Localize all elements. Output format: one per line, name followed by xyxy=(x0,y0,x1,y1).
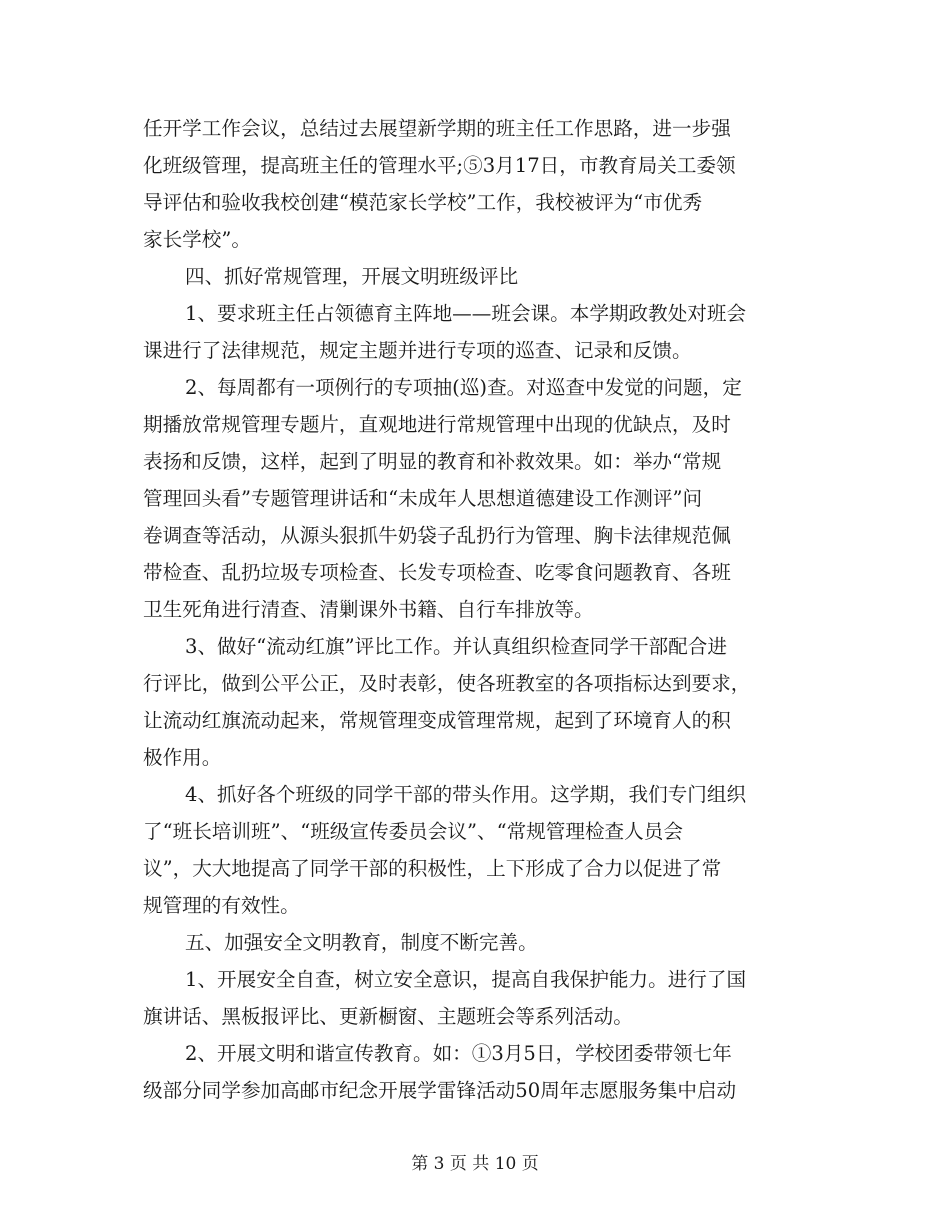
paragraph-first-line: 五、加强安全文明教育，制度不断完善。 xyxy=(185,931,538,954)
paragraph-line: 卷调查等活动，从源头狠抓牛奶袋子乱扔行为管理、胸卡法律规范佩 xyxy=(143,524,731,547)
paragraph-line: 行评比，做到公平公正，及时表彰，使各班教室的各项指标达到要求， xyxy=(143,672,751,695)
paragraph-line: 旗讲话、黑板报评比、更新橱窗、主题班会等系列活动。 xyxy=(143,1005,633,1028)
paragraph-line: 带检查、乱扔垃圾专项检查、长发专项检查、吃零食问题教育、各班 xyxy=(143,561,731,584)
paragraph-line: 卫生死角进行清查、清剿课外书籍、自行车排放等。 xyxy=(143,598,594,621)
paragraph-first-line: 2、每周都有一项例行的专项抽(巡)查。对巡查中发觉的问题，定 xyxy=(185,376,742,399)
paragraph-line: 了“班长培训班”、“班级宣传委员会议”、“常规管理检查人员会 xyxy=(143,820,683,843)
paragraph-line: 管理回头看”专题管理讲话和“未成年人思想道德建设工作测评”问 xyxy=(143,487,703,510)
paragraph-first-line: 4、抓好各个班级的同学干部的带头作用。这学期，我们专门组织 xyxy=(185,783,747,806)
paragraph-line: 议”，大大地提高了同学干部的积极性，上下形成了合力以促进了常 xyxy=(143,857,722,880)
paragraph-first-line: 3、做好“流动红旗”评比工作。并认真组织检查同学干部配合进 xyxy=(185,635,727,658)
paragraph-line: 让流动红旗流动起来，常规管理变成管理常规，起到了环境育人的积 xyxy=(143,709,731,732)
paragraph-line: 期播放常规管理专题片，直观地进行常规管理中出现的优缺点，及时 xyxy=(143,413,731,436)
page-footer: 第 3 页 共 10 页 xyxy=(411,1154,539,1174)
paragraph-first-line: 2、开展文明和谐宣传教育。如：①3月5日，学校团委带领七年 xyxy=(185,1042,732,1065)
paragraph-line: 极作用。 xyxy=(143,746,222,769)
paragraph-line: 任开学工作会议，总结过去展望新学期的班主任工作思路，进一步强 xyxy=(143,117,731,140)
paragraph-first-line: 1、开展安全自查，树立安全意识，提高自我保护能力。进行了国 xyxy=(185,968,747,991)
document-body xyxy=(143,110,807,1109)
paragraph-line: 导评估和验收我校创建“模范家长学校”工作，我校被评为“市优秀 xyxy=(143,191,703,214)
paragraph-first-line: 四、抓好常规管理，开展文明班级评比 xyxy=(185,265,519,288)
paragraph-line: 规管理的有效性。 xyxy=(143,894,300,917)
paragraph-line: 化班级管理，提高班主任的管理水平;⑤3月17日，市教育局关工委领 xyxy=(143,154,736,177)
paragraph-line: 表扬和反馈，这样，起到了明显的教育和补救效果。如：举办“常规 xyxy=(143,450,722,473)
paragraph-first-line: 1、要求班主任占领德育主阵地——班会课。本学期政教处对班会 xyxy=(185,302,747,325)
paragraph-line: 课进行了法律规范，规定主题并进行专项的巡查、记录和反馈。 xyxy=(143,339,692,362)
paragraph-line: 家长学校”。 xyxy=(143,228,251,251)
paragraph-line: 级部分同学参加高邮市纪念开展学雷锋活动50周年志愿服务集中启动 xyxy=(143,1079,737,1102)
